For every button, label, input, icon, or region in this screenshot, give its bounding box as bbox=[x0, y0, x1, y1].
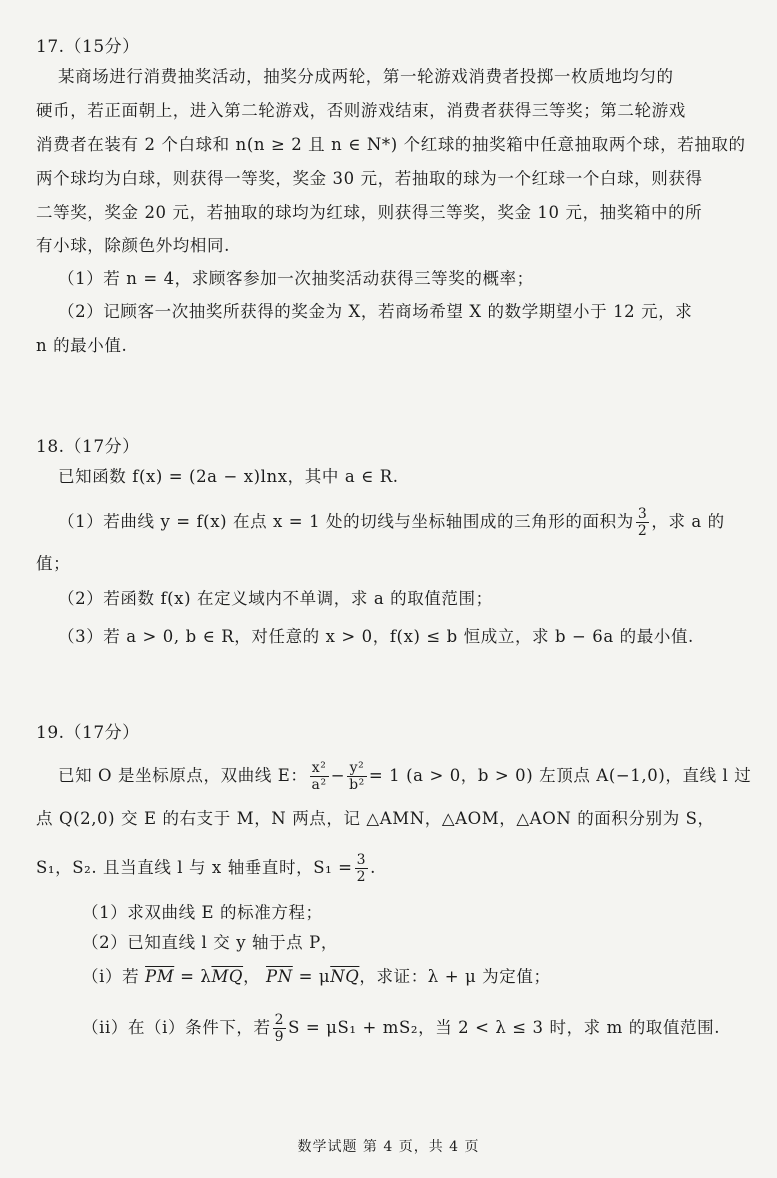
vector-mq: $\overline{MQ}$ bbox=[211, 967, 244, 986]
q18-line-1: 已知函数 f(x) = (2a − x)lnx，其中 a ∈ R. bbox=[58, 467, 399, 486]
q17-part-1: （1）若 n = 4，求顾客参加一次抽奖活动获得三等奖的概率； bbox=[58, 269, 534, 288]
q17-part-2: （2）记顾客一次抽奖所获得的奖金为 X，若商场希望 X 的数学期望小于 12 元，求 bbox=[58, 302, 693, 321]
q19-line-2: 点 Q(2,0) 交 E 的右支于 M，N 两点，记 △AMN，△AOM，△AON 的面积分别为 S， bbox=[36, 809, 715, 828]
q19-part-2: （2）已知直线 l 交 y 轴于点 P， bbox=[82, 933, 338, 952]
q18-area-fraction: $\frac{3}{2}$ bbox=[637, 506, 648, 539]
q17-title: 17.（15分） bbox=[36, 37, 140, 57]
q18-part-1 bbox=[58, 506, 725, 539]
page-footer: 数学试题 第 4 页，共 4 页 bbox=[297, 1139, 480, 1155]
q18-title: 18.（17分） bbox=[36, 437, 140, 457]
vector-nq: $\overline{NQ}$ bbox=[330, 967, 360, 986]
q19-s1-fraction: $\frac{3}{2}$ bbox=[356, 852, 367, 885]
q19-part-2-i: （i）若 $\overline{PM} = \lambda\overline{MQ}$， $\overline{PN} = \mu\overline{NQ}$，求证：λ + μ 为定值； bbox=[82, 967, 551, 986]
q17-line-2: 硬币，若正面朝上，进入第二轮游戏，否则游戏结束，消费者获得三等奖；第二轮游戏 bbox=[36, 101, 686, 120]
q18-part-1-text: （1）若曲线 y = f(x) 在点 x = 1 处的切线与坐标轴围成的三角形的面积为 bbox=[58, 512, 634, 531]
q19-two-ninths-fraction: $\frac{2}{9}$ bbox=[274, 1012, 285, 1045]
q17-line-4: 两个球均为白球，则获得一等奖，奖金 30 元，若抽取的球为一个红球一个白球，则获得 bbox=[36, 169, 703, 188]
q19-part-1: （1）求双曲线 E 的标准方程； bbox=[82, 903, 323, 922]
q17-line-3: 消费者在装有 2 个白球和 n(n ≥ 2 且 n ∈ N*) 个红球的抽奖箱中任意抽取两个球，若抽取的 bbox=[36, 135, 746, 154]
q17-part-2-cont: n 的最小值. bbox=[36, 336, 128, 355]
q19-frac-y2-b2: $\frac{\text{y²}}{\text{b²}}$ bbox=[349, 760, 365, 793]
vector-pn: $\overline{PN}$ bbox=[266, 967, 293, 986]
q19-line-3: S₁，S₂. 且当直线 l 与 x 轴垂直时，S₁ = $\frac{3}{2}$ . bbox=[36, 852, 376, 885]
q18-line-3: 值； bbox=[36, 554, 71, 573]
q19-line-1: 已知 O 是坐标原点，双曲线 E： $\frac{\text{x²}}{\text{a²}}$ − $\frac{\text{y²}}{\text{b²}}$ = 1 (a > 0，b > 0) 左顶点 A(−1,0)，直线 l 过 bbox=[58, 760, 752, 793]
q17-line-5: 二等奖，奖金 20 元，若抽取的球均为红球，则获得三等奖，奖金 10 元，抽奖箱中的所 bbox=[36, 203, 703, 222]
vector-pm: $\overline{PM}$ bbox=[145, 967, 175, 986]
q18-part-1-tail: ，求 a 的 bbox=[651, 512, 725, 531]
q19-part-2-ii: （ii）在（i）条件下，若 $\frac{2}{9}$ S = μS₁ + mS₂，当 2 < λ ≤ 3 时，求 m 的取值范围. bbox=[82, 1012, 721, 1045]
q18-part-3: （3）若 a > 0, b ∈ R，对任意的 x > 0，f(x) ≤ b 恒成立，求 b − 6a 的最小值. bbox=[58, 627, 694, 646]
q18-part-2: （2）若函数 f(x) 在定义域内不单调，求 a 的取值范围； bbox=[58, 589, 493, 608]
q19-frac-x2-a2: $\frac{\text{x²}}{\text{a²}}$ bbox=[311, 760, 327, 793]
q17-line-1: 某商场进行消费抽奖活动，抽奖分成两轮，第一轮游戏消费者投掷一枚质地均匀的 bbox=[58, 67, 674, 86]
q19-title: 19.（17分） bbox=[36, 723, 140, 743]
q17-line-6: 有小球，除颜色外均相同. bbox=[36, 236, 230, 255]
